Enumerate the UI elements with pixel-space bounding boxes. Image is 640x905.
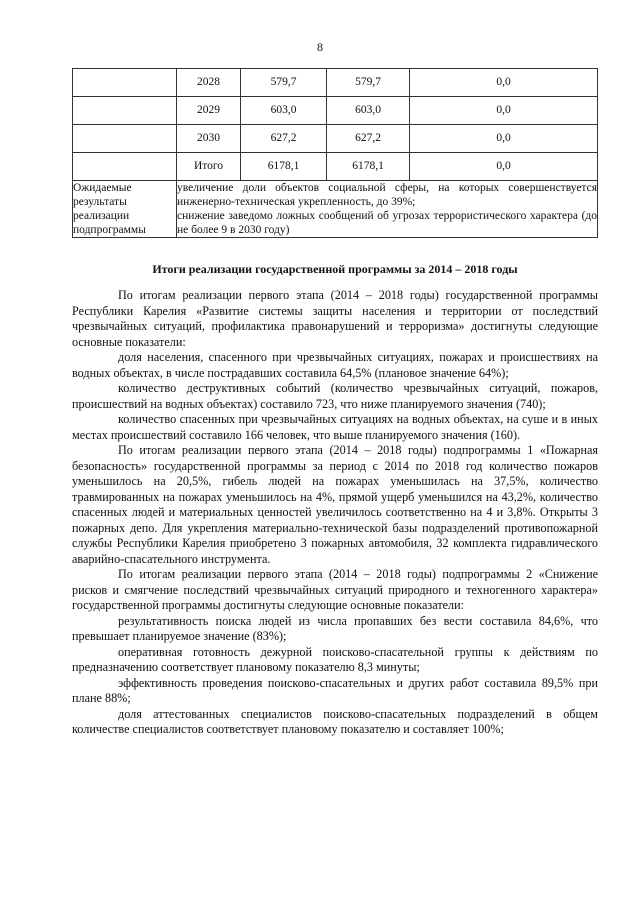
- paragraph: эффективность проведения поисково-спасательных и других работ составила 89,5% при плане 88%;: [72, 675, 598, 705]
- paragraph: количество спасенных при чрезвычайных ситуациях на водных объектах, на суше и в иных местах происшествий составило 166 человек, что выше планируемого значения (160).: [72, 412, 598, 442]
- value-cell: 6178,1: [327, 153, 410, 181]
- expected-results-label: Ожидаемые результаты реализации подпрограммы: [73, 181, 177, 238]
- table-cell-empty: [73, 153, 177, 181]
- paragraph: По итогам реализации первого этапа (2014 – 2018 годы) подпрограммы 1 «Пожарная безопасность» государственной программы за период с 2014 по 2018 год количество пожаров уменьшилось на 20,5%, гибель людей на пожарах уменьшилась на 37,5%, количество травмированных на пожарах уменьшилось на 4%, прямой ущерб уменьшился на 43,2%, количество спасенных людей и материальных ценностей увеличилось соответственно на 4 и 3,8%. Открыты 3 пожарных депо. Для укрепления материально-технической базы подразделений противопожарной службы Республики Карелия приобретено 3 пожарных автомобиля, 32 комплекта гидравлического аварийно-спасательного инструмента.: [72, 443, 598, 566]
- paragraph: количество деструктивных событий (количество чрезвычайных ситуаций, пожаров, происшествий на водных объектах) составило 723, что ниже планируемого значения (740);: [72, 381, 598, 411]
- table-row: [73, 125, 598, 153]
- paragraph: По итогам реализации первого этапа (2014 – 2018 годы) подпрограммы 2 «Снижение рисков и смягчение последствий чрезвычайных ситуаций природного и техногенного характера» государственной программы достигнуты следующие основные показатели:: [72, 567, 598, 612]
- paragraph: По итогам реализации первого этапа (2014 – 2018 годы) государственной программы Республики Карелия «Развитие системы защиты населения и территории от последствий чрезвычайных ситуаций, профилактика правонарушений и терроризма» достигнуты следующие основные показатели:: [72, 288, 598, 349]
- table-row: [73, 97, 598, 125]
- table-row: [73, 69, 598, 97]
- value-cell: 6178,1: [241, 153, 327, 181]
- section-heading: Итоги реализации государственной программы за 2014 – 2018 годы: [152, 262, 518, 276]
- table-cell-empty: [73, 125, 177, 153]
- value-cell: 627,2: [241, 125, 327, 153]
- expected-result-item: увеличение доли объектов социальной сферы, на которых совершенствуется инженерно-техническая укрепленность, до 39%;: [177, 182, 597, 208]
- value-cell: 603,0: [241, 97, 327, 125]
- paragraph: результативность поиска людей из числа пропавших без вести составила 84,6%, что превышает планируемое значение (83%);: [72, 613, 598, 643]
- total-label-cell: Итого: [177, 153, 241, 181]
- value-cell: 627,2: [327, 125, 410, 153]
- body-text: [72, 288, 598, 738]
- expected-result-item: снижение заведомо ложных сообщений об угрозах террористического характера (до не более 9 в 2030 году): [177, 210, 597, 236]
- value-cell: 0,0: [410, 125, 598, 153]
- year-cell: 2030: [177, 125, 241, 153]
- value-cell: 579,7: [241, 69, 327, 97]
- value-cell: 579,7: [327, 69, 410, 97]
- value-cell: 603,0: [327, 97, 410, 125]
- expected-results-cell: [177, 181, 598, 238]
- paragraph: доля аттестованных специалистов поисково-спасательных подразделений в общем количестве специалистов соответствует плановому показателю и составляет 100%;: [72, 706, 598, 736]
- year-cell: 2029: [177, 97, 241, 125]
- value-cell: 0,0: [410, 153, 598, 181]
- funding-table: [72, 68, 598, 238]
- page-number: 8: [317, 40, 323, 54]
- year-cell: 2028: [177, 69, 241, 97]
- value-cell: 0,0: [410, 97, 598, 125]
- paragraph: оперативная готовность дежурной поисково-спасательной группы к действиям по предназначению соответствует плановому показателю 8,3 минуты;: [72, 644, 598, 674]
- paragraph: доля населения, спасенного при чрезвычайных ситуациях, пожарах и происшествиях на водных объектах, в числе пострадавших составила 64,5% (плановое значение 64%);: [72, 350, 598, 380]
- table-row: [73, 153, 598, 181]
- table-cell-empty: [73, 69, 177, 97]
- value-cell: 0,0: [410, 69, 598, 97]
- table-cell-empty: [73, 97, 177, 125]
- table-row-expected-results: [73, 181, 598, 238]
